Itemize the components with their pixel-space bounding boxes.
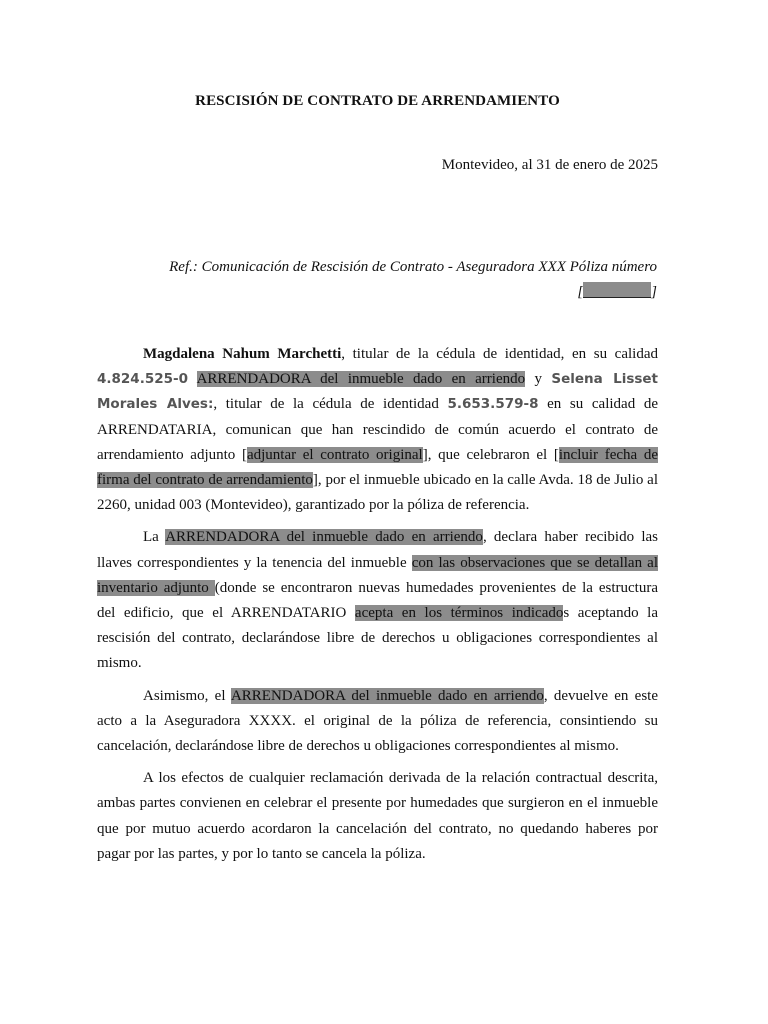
paragraph-2 (97, 525, 658, 676)
policy-number-blank[interactable] (583, 282, 651, 298)
accepts-terms-highlight: acepta en los términos indicado (354, 605, 564, 622)
paragraph-text: en su calidad de ARRENDATARIA, comunican que han rescindido de común acuerdo el contrato de arrendamiento adjunto [ (97, 396, 659, 463)
lessor-role-highlight: ARRENDADORA del inmueble dado en arriendo (165, 529, 483, 546)
document-title: RESCISIÓN DE CONTRATO DE ARRENDAMIENTO (195, 93, 560, 109)
paragraph-text: , titular de la cédula de identidad, en su calidad (341, 346, 658, 362)
paragraph-text: , devuelve en este acto a la Aseguradora XXXX. el original de la póliza de referencia, consintiendo su cancelación, declarándose libre de derechos u obligaciones correspondientes al mismo. (97, 687, 659, 755)
paragraph-text: La (143, 529, 166, 546)
lessor-name: Magdalena Nahum Marchetti (143, 346, 342, 362)
lessee-name: Selena Lisset Morales Alves: (97, 371, 658, 413)
paragraph-text: , titular de la cédula de identidad (213, 396, 448, 413)
paragraph-1 (97, 342, 658, 518)
paragraph-text (188, 371, 197, 387)
lessor-role-highlight: ARRENDADORA del inmueble dado en arriendo (196, 371, 526, 388)
paragraph-text: Asimismo, el (143, 687, 231, 704)
signing-date-placeholder: incluir fecha de firma del contrato de arrendamiento (97, 446, 658, 489)
attach-contract-placeholder: adjuntar el contrato original (246, 446, 423, 463)
paragraph-3 (97, 684, 658, 760)
paragraph-text: , declara haber recibido las llaves correspondientes y la tenencia del inmueble (97, 529, 658, 571)
paragraph-text: ], que celebraron el [ (422, 446, 559, 463)
lessee-id-number: 5.653.579-8 (447, 396, 539, 413)
observations-highlight: con las observaciones que se detallan al inventario adjunto (97, 554, 658, 596)
paragraph-text: (donde se encontraron nuevas humedades provenientes de la estructura del edificio, que el ARRENDATARIO (97, 579, 659, 622)
lessor-id-number: 4.824.525-0 (97, 371, 189, 388)
reference-text: Ref.: Comunicación de Rescisión de Contrato - Aseguradora XXX Póliza número (169, 259, 657, 275)
lessor-role-highlight: ARRENDADORA del inmueble dado en arriendo (230, 687, 544, 704)
reference-close-bracket: ] (651, 284, 657, 300)
paragraph-text: s aceptando la rescisión del contrato, declarándose libre de derechos u obligaciones correspondientes al mismo. (97, 605, 658, 672)
reference-line (97, 255, 657, 305)
paragraph-4: A los efectos de cualquier reclamación derivada de la relación contractual descrita, ambas partes convienen en celebrar el presente por humedades que surgieron en el inmueble que por mutuo acuerdo acordaron la cancelación del contrato, no quedando haberes por pagar por las partes, y por lo tanto se cancela la póliza. (97, 770, 658, 862)
document-body (97, 342, 658, 874)
date-line: Montevideo, al 31 de enero de 2025 (441, 157, 658, 173)
reference-open-bracket: [ (577, 284, 584, 300)
paragraph-text: y (525, 371, 552, 388)
paragraph-text: ], por el inmueble ubicado en la calle Avda. 18 de Julio al 2260, unidad 003 (Montevideo), garantizado por la póliza de referencia. (97, 472, 658, 514)
